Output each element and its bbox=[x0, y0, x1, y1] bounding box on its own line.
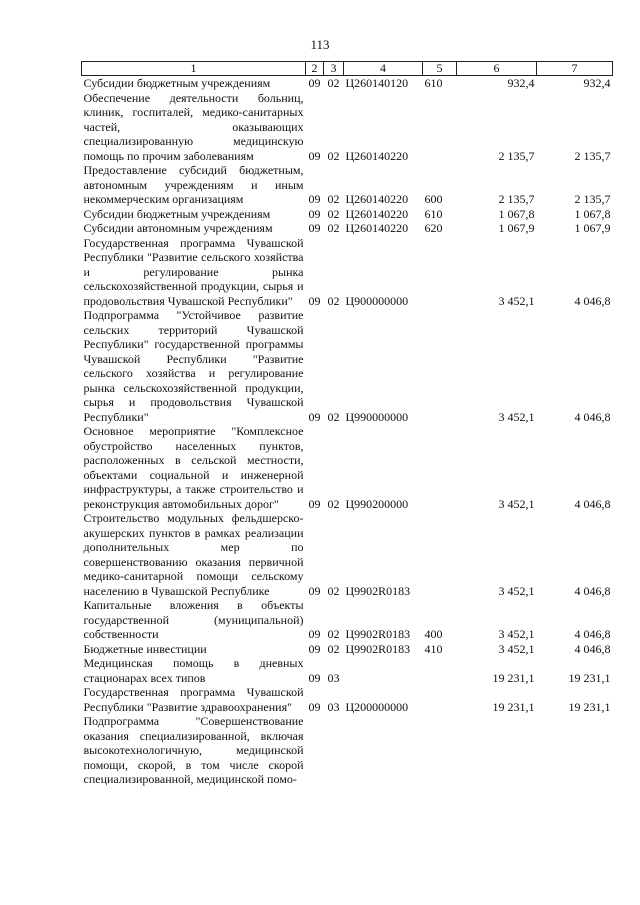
row-name: Субсидии бюджетным учреждениям bbox=[83, 76, 271, 90]
row-name: Государственная программа Чувашской Республики "Развитие здравоохранения" bbox=[83, 685, 304, 714]
row-name: Капитальные вложения в объекты государственной (муниципальной) собственности bbox=[83, 598, 304, 641]
subsection-code: 03 bbox=[327, 670, 340, 685]
target-article-code: Ц260140220 bbox=[345, 206, 409, 221]
amount-year-2: 19 231,1 bbox=[568, 699, 611, 714]
section-code: 09 bbox=[308, 583, 321, 598]
table-row bbox=[82, 91, 613, 164]
table-row bbox=[82, 714, 613, 787]
target-article-code: Ц9902R0183 bbox=[345, 641, 411, 656]
expense-type-code bbox=[423, 656, 457, 685]
section-code: 09 bbox=[308, 148, 321, 163]
column-header: 5 bbox=[423, 62, 457, 76]
table-row bbox=[82, 656, 613, 685]
target-article-code: Ц9902R0183 bbox=[345, 627, 411, 641]
subsection-code: 02 bbox=[327, 293, 340, 308]
table-row bbox=[82, 685, 613, 714]
expense-type-code bbox=[423, 236, 457, 309]
row-name: Предоставление субсидий бюджетным, автономным учреждениям и иным некоммерческим организациям bbox=[83, 163, 304, 206]
amount-year-1: 932,4 bbox=[507, 76, 535, 90]
column-header: 4 bbox=[344, 62, 423, 76]
amount-year-1: 2 135,7 bbox=[498, 192, 535, 206]
expense-type-code bbox=[423, 424, 457, 511]
amount-year-1: 3 452,1 bbox=[498, 641, 535, 656]
table-row bbox=[82, 308, 613, 424]
column-header: 7 bbox=[537, 62, 613, 76]
amount-year-1: 1 067,9 bbox=[498, 221, 535, 235]
target-article-code bbox=[344, 714, 423, 787]
target-article-code: Ц990000000 bbox=[345, 409, 409, 424]
table-row bbox=[82, 76, 613, 91]
subsection-code: 02 bbox=[327, 221, 340, 235]
table-row bbox=[82, 511, 613, 598]
expense-type-code bbox=[423, 308, 457, 424]
section-code: 09 bbox=[308, 221, 321, 235]
amount-year-1: 2 135,7 bbox=[498, 148, 535, 163]
table-body bbox=[82, 76, 613, 787]
amount-year-2: 2 135,7 bbox=[574, 148, 611, 163]
target-article-code: Ц9902R0183 bbox=[345, 583, 411, 598]
amount-year-2: 4 046,8 bbox=[574, 293, 611, 308]
amount-year-1: 3 452,1 bbox=[498, 627, 535, 641]
row-name: Субсидии бюджетным учреждениям bbox=[83, 206, 271, 221]
amount-year-2: 2 135,7 bbox=[574, 192, 611, 206]
page-number: 113 bbox=[310, 37, 330, 52]
subsection-code: 02 bbox=[327, 496, 340, 511]
expense-type-code bbox=[423, 91, 457, 164]
section-code: 09 bbox=[308, 699, 321, 714]
amount-year-1: 3 452,1 bbox=[498, 496, 535, 511]
column-header: 1 bbox=[82, 62, 306, 76]
expense-type-code: 610 bbox=[424, 206, 443, 221]
row-name: Подпрограмма "Устойчивое развитие сельских территорий Чувашской Республики" государственной программы Чувашской Республики "Развитие сельского хозяйства и регулирование рынка сельскохозяйственной продукции, сырья и продовольствия Чувашской Республики" bbox=[83, 308, 304, 424]
row-name: Государственная программа Чувашской Республики "Развитие сельского хозяйства и регулирование рынка сельскохозяйственной продукции, сырья и продовольствия Чувашской Республики" bbox=[83, 235, 304, 308]
amount-year-2: 932,4 bbox=[583, 76, 611, 90]
subsection-code: 02 bbox=[327, 148, 340, 163]
expense-type-code bbox=[423, 714, 457, 787]
amount-year-2: 4 046,8 bbox=[574, 641, 611, 656]
amount-year-1: 3 452,1 bbox=[498, 583, 535, 598]
amount-year-2: 1 067,8 bbox=[574, 206, 611, 221]
section-code: 09 bbox=[308, 76, 321, 90]
target-article-code: Ц900000000 bbox=[345, 293, 409, 308]
row-name: Обеспечение деятельности больниц, клиник, госпиталей, медико-санитарных частей, оказывающих специализированную медицинскую помощь по прочим заболеваниям bbox=[83, 90, 304, 163]
target-article-code: Ц260140120 bbox=[345, 76, 409, 90]
subsection-code: 02 bbox=[327, 627, 340, 641]
row-name: Субсидии автономным учреждениям bbox=[83, 221, 273, 235]
amount-year-2: 19 231,1 bbox=[568, 670, 611, 685]
expense-type-code: 610 bbox=[424, 76, 443, 90]
amount-year-1: 19 231,1 bbox=[492, 699, 535, 714]
row-name: Основное мероприятие "Комплексное обустройство населенных пунктов, расположенных в сельской местности, объектами социальной и инженерной инфраструктуры, а также строительство и реконструкция автомобильных дорог" bbox=[83, 424, 304, 511]
row-name: Подпрограмма "Совершенствование оказания специализированной, включая высокотехнологичную, медицинской помощи, скорой, в том числе скорой специализированной, медицинской помо- bbox=[83, 714, 304, 786]
amount-year-1: 19 231,1 bbox=[492, 670, 535, 685]
amount-year-1: 1 067,8 bbox=[498, 206, 535, 221]
target-article-code: Ц260140220 bbox=[345, 148, 409, 163]
target-article-code: Ц260140220 bbox=[345, 192, 409, 206]
section-code: 09 bbox=[308, 641, 321, 656]
amount-year-2 bbox=[537, 714, 613, 787]
table-row bbox=[82, 163, 613, 207]
target-article-code: Ц260140220 bbox=[345, 221, 409, 235]
amount-year-1 bbox=[457, 714, 537, 787]
subsection-code bbox=[324, 714, 344, 787]
section-code: 09 bbox=[308, 496, 321, 511]
table-row bbox=[82, 642, 613, 657]
expense-type-code bbox=[423, 511, 457, 598]
target-article-code: Ц990200000 bbox=[345, 496, 409, 511]
amount-year-2: 1 067,9 bbox=[574, 221, 611, 235]
table-row bbox=[82, 424, 613, 511]
subsection-code: 03 bbox=[327, 699, 340, 714]
table-row bbox=[82, 207, 613, 222]
column-header: 6 bbox=[457, 62, 537, 76]
expense-type-code bbox=[423, 685, 457, 714]
subsection-code: 02 bbox=[327, 409, 340, 424]
amount-year-1: 3 452,1 bbox=[498, 293, 535, 308]
budget-table bbox=[81, 61, 613, 787]
section-code: 09 bbox=[308, 627, 321, 641]
section-code: 09 bbox=[308, 409, 321, 424]
subsection-code: 02 bbox=[327, 76, 340, 90]
column-header: 3 bbox=[324, 62, 344, 76]
expense-type-code: 410 bbox=[424, 641, 443, 656]
expense-type-code: 600 bbox=[424, 192, 443, 206]
section-code bbox=[306, 714, 324, 787]
expense-type-code: 400 bbox=[424, 627, 443, 641]
target-article-code bbox=[344, 656, 423, 685]
table-header-row bbox=[82, 62, 613, 76]
subsection-code: 02 bbox=[327, 641, 340, 656]
amount-year-1: 3 452,1 bbox=[498, 409, 535, 424]
section-code: 09 bbox=[308, 670, 321, 685]
amount-year-2: 4 046,8 bbox=[574, 583, 611, 598]
amount-year-2: 4 046,8 bbox=[574, 627, 611, 641]
subsection-code: 02 bbox=[327, 583, 340, 598]
table-row bbox=[82, 598, 613, 642]
amount-year-2: 4 046,8 bbox=[574, 409, 611, 424]
row-name: Медицинская помощь в дневных стационарах всех типов bbox=[83, 656, 304, 685]
expense-type-code: 620 bbox=[424, 221, 443, 235]
table-row bbox=[82, 236, 613, 309]
section-code: 09 bbox=[308, 293, 321, 308]
amount-year-2: 4 046,8 bbox=[574, 496, 611, 511]
table-row bbox=[82, 221, 613, 236]
section-code: 09 bbox=[308, 192, 321, 206]
subsection-code: 02 bbox=[327, 206, 340, 221]
column-header: 2 bbox=[306, 62, 324, 76]
row-name: Бюджетные инвестиции bbox=[83, 641, 207, 656]
subsection-code: 02 bbox=[327, 192, 340, 206]
target-article-code: Ц200000000 bbox=[345, 699, 409, 714]
section-code: 09 bbox=[308, 206, 321, 221]
row-name: Строительство модульных фельдшерско-акушерских пунктов в рамках реализации дополнительных мер по совершенствованию оказания первичной медико-санитарной помощи сельскому населению в Чувашской Республике bbox=[83, 511, 304, 598]
